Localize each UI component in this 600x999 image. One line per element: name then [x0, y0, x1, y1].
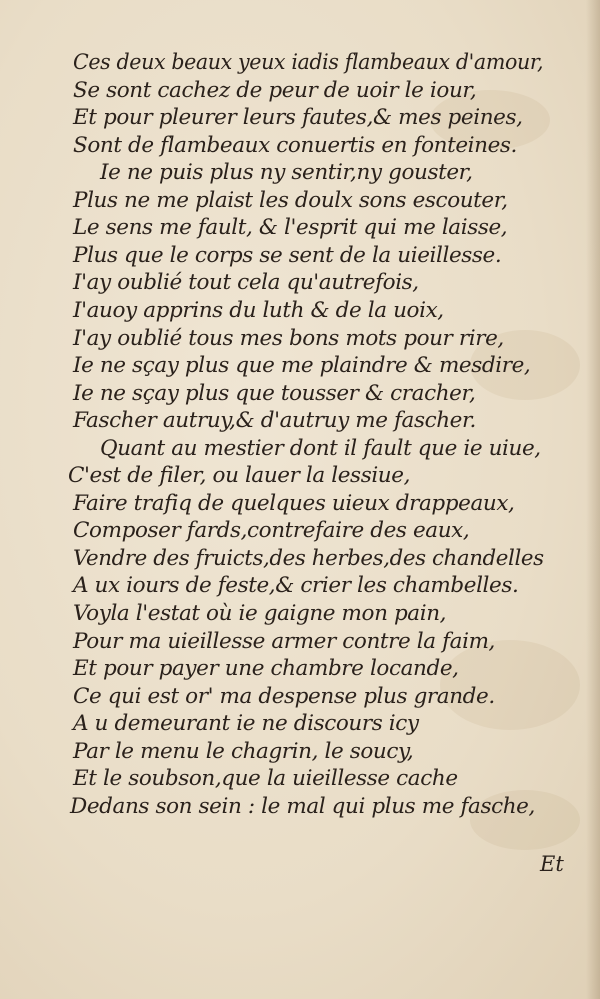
- verse-line: Ie ne sçay plus que me plaindre & mesdire,: [73, 353, 531, 379]
- verse-line: Plus que le corps se sent de la uieillesse.: [73, 242, 502, 268]
- verse-line: A u demeurant ie ne discours icy: [73, 711, 419, 737]
- verse-line: Pour ma uieillesse armer contre la faim,: [73, 628, 495, 654]
- verse-line: Plus ne me plaist les doulx sons escouter,: [73, 187, 508, 213]
- verse-line: Vendre des fruicts,des herbes,des chandelles: [73, 545, 544, 571]
- verse-line: Faire trafiq de quelques uieux drappeaux,: [73, 490, 515, 516]
- verse-line: Fascher autruy,& d'autruy me fascher.: [73, 408, 476, 434]
- verse-line: Ce qui est or' ma despense plus grande.: [73, 683, 495, 709]
- verse-line: Et pour pleurer leurs fautes,& mes peines,: [73, 105, 523, 131]
- verse-line: I'ay oublié tous mes bons mots pour rire,: [73, 325, 504, 351]
- verse-line: I'auoy apprins du luth & de la uoix,: [73, 297, 444, 323]
- verse-line: I'ay oublié tout cela qu'autrefois,: [73, 270, 419, 296]
- verse-line: Et pour payer une chambre locande,: [73, 656, 459, 682]
- verse-line: Ie ne puis plus ny sentir,ny gouster,: [100, 160, 473, 186]
- verse-line: Composer fards,contrefaire des eaux,: [73, 518, 470, 544]
- verse-line: A ux iours de feste,& crier les chambelles.: [73, 573, 519, 599]
- verse-line: Ces deux beaux yeux iadis flambeaux d'amour,: [73, 50, 544, 75]
- verse-line: C'est de filer, ou lauer la lessiue,: [68, 463, 411, 489]
- verse-line: Voyla l'estat où ie gaigne mon pain,: [73, 601, 447, 626]
- verse-line: Par le menu le chagrin, le soucy,: [73, 738, 414, 764]
- verse-line: Se sont cachez de peur de uoir le iour,: [73, 77, 477, 103]
- verse-line: Dedans son sein : le mal qui plus me fasche,: [70, 793, 535, 819]
- verse-line: Et le soubson,que la uieillesse cache: [73, 766, 458, 792]
- verse-line: Le sens me fault, & l'esprit qui me laisse,: [73, 215, 508, 241]
- verse-line: Quant au mestier dont il fault que ie uiue,: [100, 435, 541, 461]
- catchword: Et: [540, 852, 564, 876]
- verse-line: Sont de flambeaux conuertis en fonteines.: [73, 132, 517, 158]
- verse-line: Ie ne sçay plus que tousser & cracher,: [73, 380, 476, 406]
- page-edge-shadow: [586, 0, 600, 999]
